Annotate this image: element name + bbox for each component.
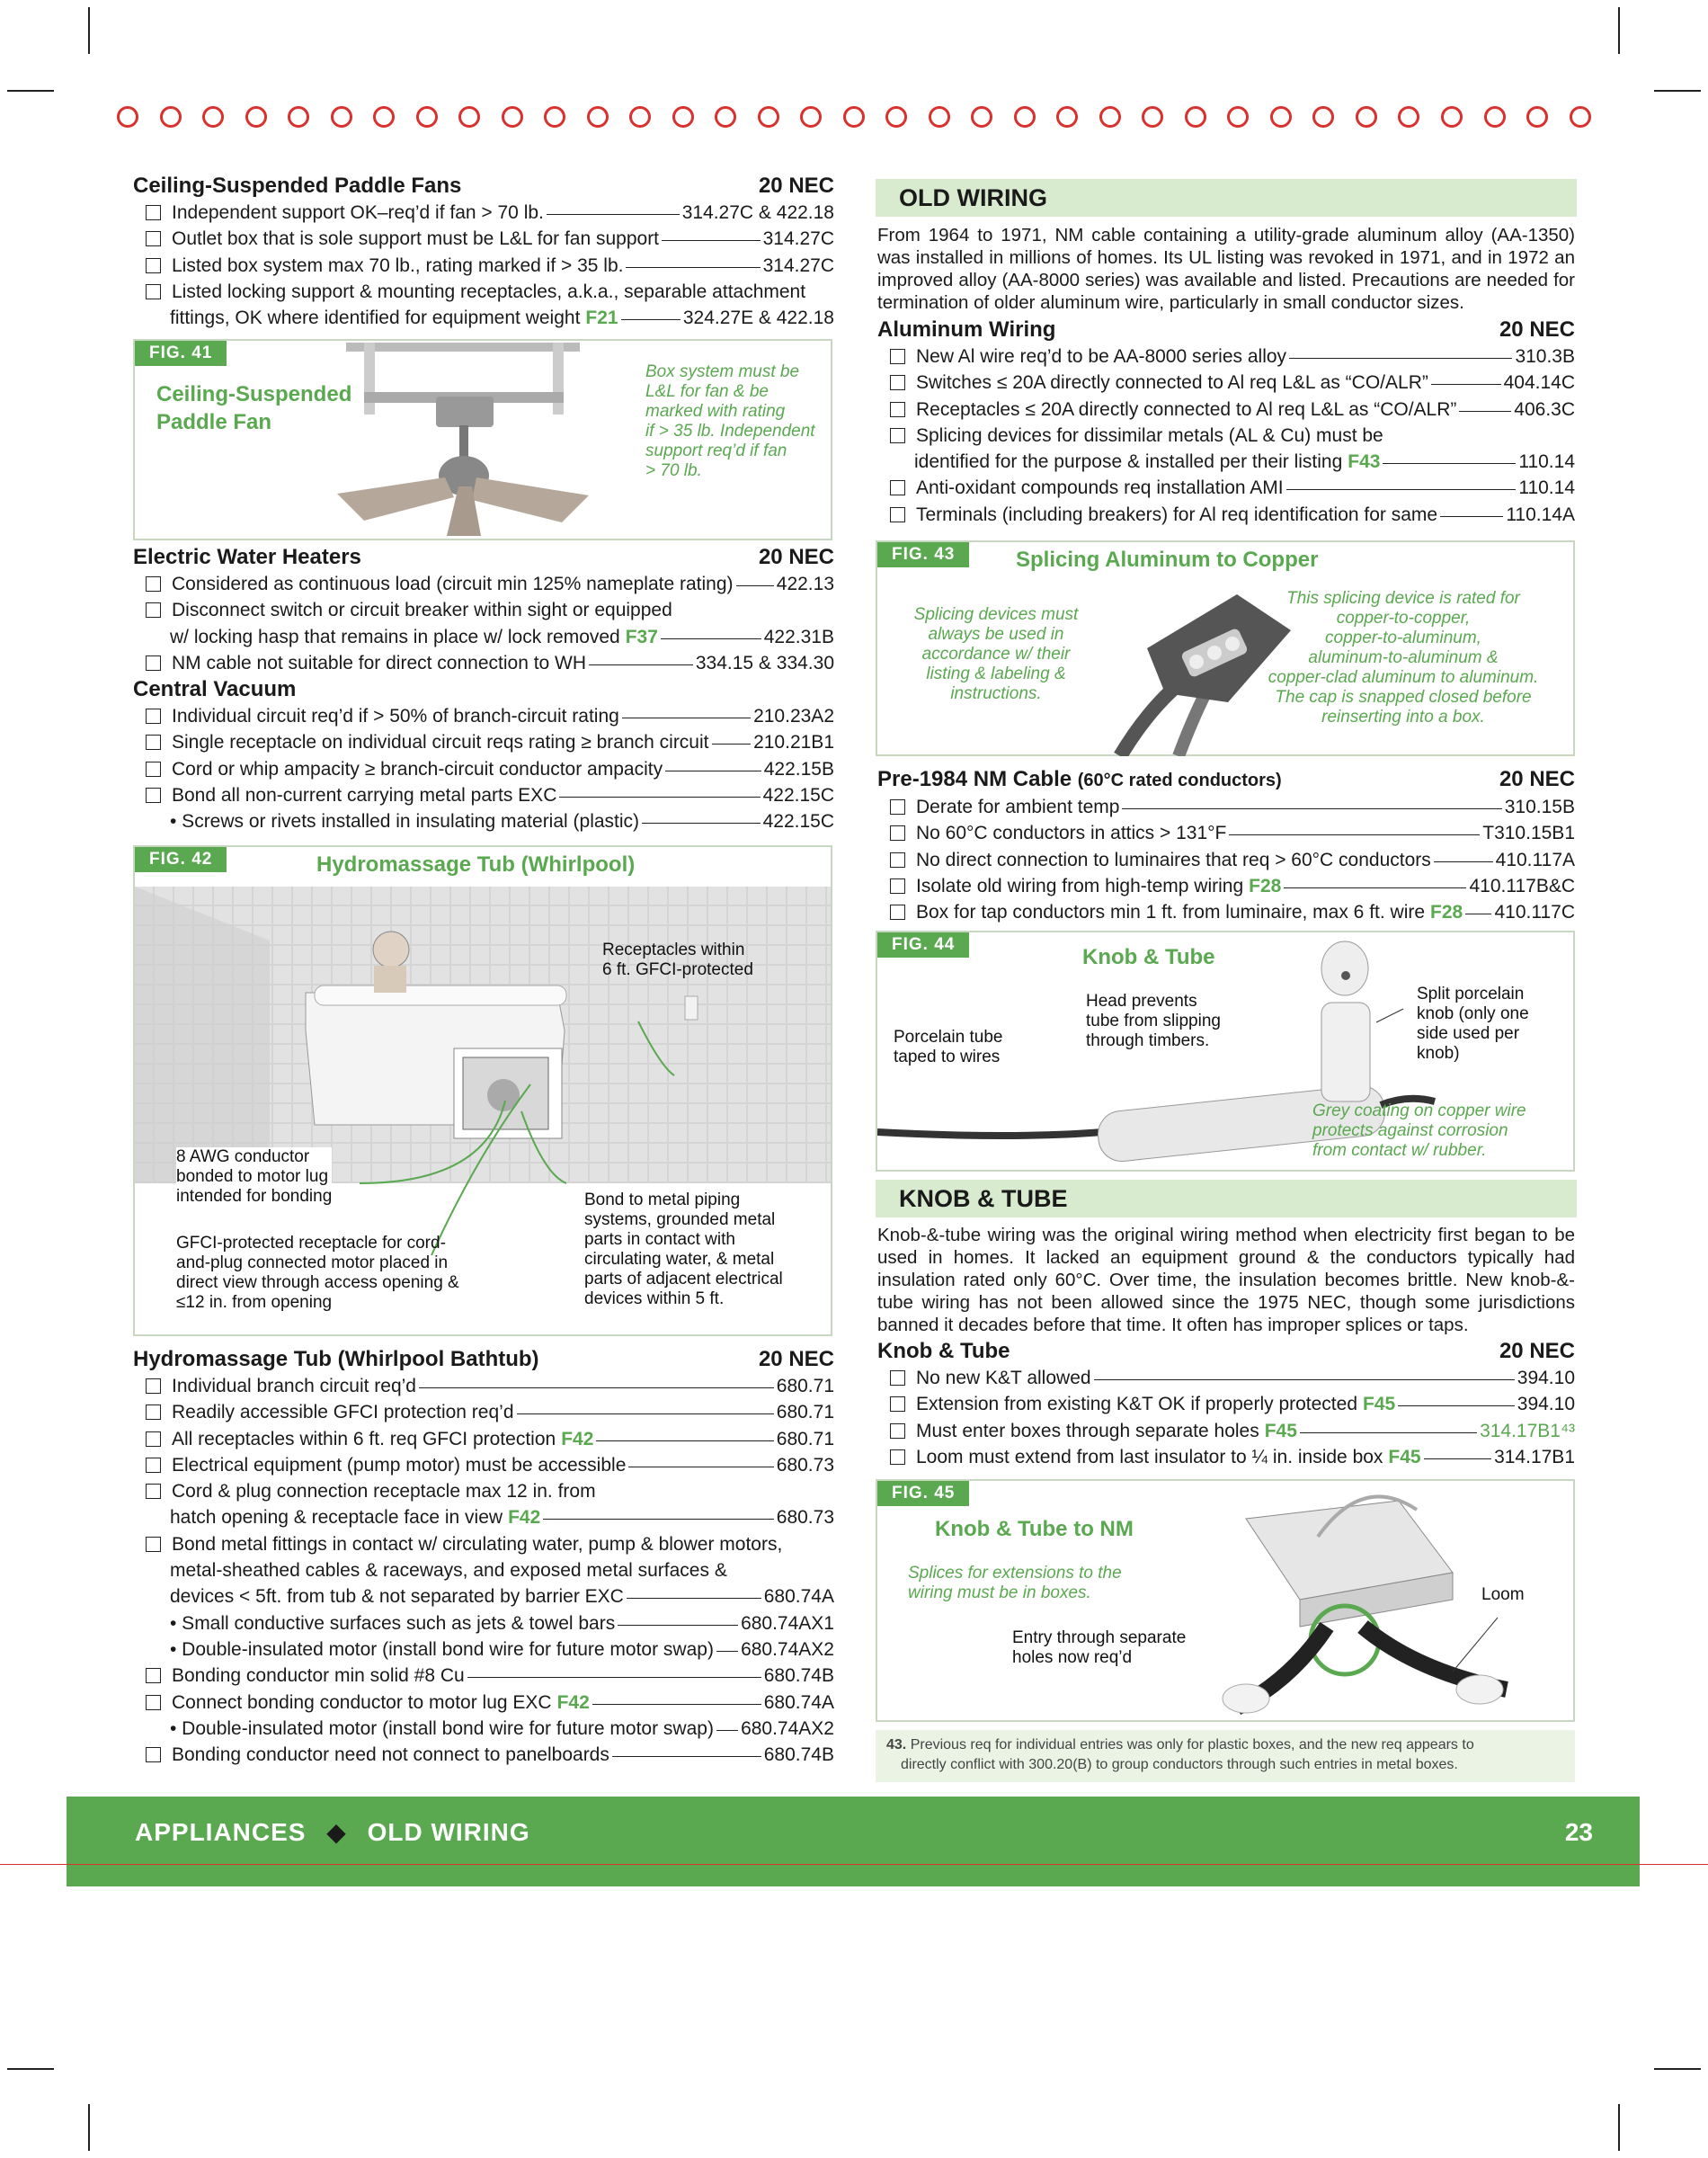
checklist-item: Bonding conductor min solid #8 Cu 680.74B (133, 1663, 834, 1689)
leader-line (547, 214, 680, 215)
binding-ring (416, 106, 438, 128)
callout-entry: Entry through separate holes now req’d (1012, 1628, 1187, 1667)
leader-line (1383, 463, 1516, 464)
code-reference: 680.73 (776, 1454, 834, 1476)
checklist-item: NM cable not suitable for direct connection to WH 334.15 & 334.30 (133, 650, 834, 676)
checklist-item: Loom must extend from last insulator to ¼ in. inside box F45 314.17B1 (877, 1444, 1575, 1470)
crop-mark (88, 2104, 90, 2151)
checkbox[interactable] (146, 258, 161, 273)
checklist-item: Cord & plug connection receptacle max 12 in. from (133, 1478, 834, 1504)
checklist (133, 703, 834, 834)
checklist-item: Anti-oxidant compounds req installation AMI 110.14 (877, 475, 1575, 501)
binding-ring (331, 106, 352, 128)
right-column-mid (877, 766, 1575, 925)
checkbox[interactable] (890, 402, 905, 417)
checklist (133, 1373, 834, 1768)
binding-ring (1484, 106, 1506, 128)
code-reference: 110.14 (1518, 451, 1575, 473)
checkbox[interactable] (146, 762, 161, 777)
callout-split-knob: Split porcelain knob (only one side used per knob) (1417, 985, 1529, 1063)
checklist-item: Terminals (including breakers) for Al req identification for same 110.14A (877, 502, 1575, 528)
crop-mark (1618, 7, 1620, 54)
figure-tab: FIG. 41 (135, 341, 227, 366)
code-reference: 680.74AX2 (741, 1717, 834, 1739)
code-reference: T310.15B1 (1482, 823, 1575, 844)
leader-line (1431, 384, 1501, 385)
callout-receptacles: Receptacles within 6 ft. GFCI-protected (602, 941, 753, 979)
figure-reference[interactable]: F42 (561, 1428, 594, 1449)
checkbox[interactable] (890, 1423, 905, 1439)
checklist-item: Cord or whip ampacity ≥ branch-circuit conductor ampacity 422.15B (133, 756, 834, 782)
section-heading: Aluminum Wiring 20 NEC (877, 317, 1575, 342)
binding-ring (1099, 106, 1121, 128)
checklist-item: Independent support OK–req’d if fan > 70 lb. 314.27C & 422.18 (133, 200, 834, 226)
binding-ring (1185, 106, 1206, 128)
leader-line (596, 1440, 773, 1441)
checkbox[interactable] (890, 480, 905, 495)
leader-line (662, 240, 761, 241)
leader-line (1289, 358, 1512, 359)
leader-line (1229, 834, 1480, 835)
checklist-item: Derate for ambient temp 310.15B (877, 794, 1575, 820)
binding-ring (715, 106, 736, 128)
checkbox[interactable] (890, 852, 905, 868)
leader-line (589, 664, 693, 665)
code-reference: 404.14C (1503, 372, 1575, 394)
section-band-knob-tube: KNOB & TUBE (876, 1180, 1577, 1217)
code-reference: 410.117A (1495, 849, 1575, 870)
checklist (877, 343, 1575, 528)
checkbox[interactable] (146, 1537, 161, 1552)
code-reference: 410.117B&C (1469, 875, 1575, 896)
leader-line (1122, 808, 1501, 809)
binding-ring (629, 106, 651, 128)
knob-tube-paragraph: Knob-&-tube wiring was the original wiring method when electricity first began to be used in homes. It lacked an equipment ground & the conductors typically had insulation rated only 60°C. Over time, the insulation becomes brittle. New knob-&-tube wiring has not been allowed since the 1975 NEC, though some jurisdictions banned it decades before that time. It often has improper splices or taps. (877, 1225, 1575, 1335)
code-reference: 680.74A (763, 1691, 834, 1713)
checkbox[interactable] (146, 231, 161, 246)
left-column-bottom (133, 1346, 834, 1768)
binding-ring (885, 106, 907, 128)
code-reference: 334.15 & 334.30 (695, 652, 834, 673)
figure-note-left: Splicing devices must always be used in accordance w/ their listing & labeling & instructions. (913, 605, 1079, 703)
section-heading: Ceiling-Suspended Paddle Fans 20 NEC (133, 174, 834, 198)
code-reference: 314.17B1 (1494, 1446, 1575, 1467)
binding-ring (288, 106, 309, 128)
code-reference: 680.74B (763, 1665, 834, 1687)
ceiling-fan-illustration (328, 343, 598, 536)
checklist-item: Splicing devices for dissimilar metals (AL & Cu) must be (877, 423, 1575, 449)
binding-ring (1227, 106, 1249, 128)
binding-ring (1014, 106, 1036, 128)
figure-title: Ceiling-Suspended Paddle Fan (156, 382, 352, 434)
checklist (877, 794, 1575, 925)
checkbox[interactable] (146, 709, 161, 724)
figure-41 (133, 339, 832, 540)
checkbox[interactable] (890, 507, 905, 522)
code-reference: 406.3C (1514, 398, 1575, 420)
section-band-old-wiring: OLD WIRING (876, 179, 1577, 217)
checkbox[interactable] (890, 878, 905, 894)
binding-ring (800, 106, 822, 128)
left-column (133, 173, 834, 331)
binding-ring (160, 106, 182, 128)
binding-rings (117, 106, 1591, 138)
checklist-item: fittings, OK where identified for equipment weight F21 324.27E & 422.18 (133, 305, 834, 331)
code-reference: 422.15C (762, 785, 834, 807)
figure-reference[interactable]: F28 (1430, 902, 1463, 923)
binding-ring (1441, 106, 1463, 128)
code-reference: 314.27C (762, 254, 834, 276)
leader-line (712, 744, 752, 745)
checklist-item: Outlet box that is sole support must be L&L for fan support 314.27C (133, 226, 834, 252)
figure-tab: FIG. 43 (877, 542, 969, 567)
leader-line (419, 1387, 774, 1388)
figure-note-right: This splicing device is rated for copper-to-copper, copper-to-aluminum, aluminum-to-aluminum & copper-clad aluminum to aluminum. The cap is snapped closed before reinserting into a box. (1268, 589, 1539, 727)
checklist (133, 571, 834, 676)
binding-ring (971, 106, 992, 128)
code-reference: 314.17B1⁴³ (1480, 1420, 1575, 1441)
binding-ring (117, 106, 138, 128)
leader-line (1434, 861, 1493, 862)
checklist (133, 200, 834, 331)
checklist-item: Considered as continuous load (circuit min 125% nameplate rating) 422.13 (133, 571, 834, 597)
checklist-item: Single receptacle on individual circuit reqs rating ≥ branch circuit 210.21B1 (133, 729, 834, 755)
binding-ring (1398, 106, 1419, 128)
binding-ring (202, 106, 224, 128)
checkbox[interactable] (146, 1484, 161, 1499)
code-reference: 680.74A (763, 1586, 834, 1608)
checkbox[interactable] (890, 428, 905, 443)
binding-ring (1056, 106, 1078, 128)
code-reference: 324.27E & 422.18 (682, 308, 834, 329)
leader-line (467, 1677, 761, 1678)
checklist-item: Individual branch circuit req’d 680.71 (133, 1373, 834, 1399)
binding-ring (373, 106, 395, 128)
checkbox[interactable] (890, 349, 905, 364)
leader-line (626, 267, 760, 268)
crop-mark (1654, 2068, 1701, 2070)
checklist-item: Bonding conductor need not connect to panelboards 680.74B (133, 1742, 834, 1768)
code-reference: 422.13 (776, 574, 834, 594)
checklist-item: Electrical equipment (pump motor) must be accessible 680.73 (133, 1452, 834, 1478)
code-reference: 314.27C & 422.18 (681, 202, 834, 223)
binding-ring (1312, 106, 1334, 128)
code-reference: 410.117C (1494, 902, 1575, 923)
checkbox[interactable] (146, 1458, 161, 1473)
checklist-item: w/ locking hasp that remains in place w/ lock removed F37 422.31B (133, 624, 834, 650)
leader-line (1398, 1405, 1515, 1406)
checklist-item: Individual circuit req’d if > 50% of branch-circuit rating 210.23A2 (133, 703, 834, 729)
binding-ring (458, 106, 480, 128)
checklist-item: Must enter boxes through separate holes F45 314.17B1⁴³ (877, 1418, 1575, 1444)
checkbox[interactable] (890, 1370, 905, 1386)
callout-awg: 8 AWG conductor bonded to motor lug intended for bonding (176, 1147, 333, 1206)
checkbox[interactable] (890, 825, 905, 841)
section-heading: Central Vacuum (133, 677, 297, 702)
checklist-item: Disconnect switch or circuit breaker within sight or equipped (133, 597, 834, 623)
figure-reference[interactable]: F21 (585, 308, 618, 329)
callout-head: Head prevents tube from slipping through timbers. (1086, 992, 1221, 1050)
callout-gfci: GFCI-protected receptacle for cord- and-plug connected motor placed in direct view through access opening & ≤12 in. from opening (176, 1234, 459, 1312)
figure-tab: FIG. 42 (135, 847, 227, 872)
checklist-item: No new K&T allowed 394.10 (877, 1365, 1575, 1391)
left-column-mid (133, 544, 834, 835)
right-column-bottom (877, 1338, 1575, 1470)
binding-ring (1570, 106, 1591, 128)
checklist-item: Extension from existing K&T OK if properly protected F45 394.10 (877, 1391, 1575, 1417)
callout-loom: Loom (1481, 1585, 1525, 1604)
figure-reference[interactable]: F45 (1363, 1394, 1396, 1415)
checkbox[interactable] (146, 284, 161, 299)
checklist-item: Listed locking support & mounting receptacles, a.k.a., separable attachment (133, 279, 834, 305)
checklist-item: • Double-insulated motor (install bond wire for future motor swap) 680.74AX2 (133, 1636, 834, 1663)
leader-line (543, 1519, 774, 1520)
code-reference: 680.74AX2 (741, 1638, 834, 1660)
checkbox[interactable] (890, 905, 905, 920)
leader-line (559, 797, 760, 798)
figure-45 (876, 1479, 1575, 1722)
crop-mark (7, 2068, 54, 2070)
checkbox[interactable] (146, 1668, 161, 1683)
checklist-item: identified for the purpose & installed per their listing F43 110.14 (877, 449, 1575, 475)
leader-line (1284, 887, 1466, 888)
leader-line (1094, 1379, 1515, 1380)
leader-line (716, 1730, 738, 1731)
figure-reference[interactable]: F42 (508, 1507, 541, 1529)
checklist-item: devices < 5ft. from tub & not separated by barrier EXC 680.74A (133, 1583, 834, 1610)
code-reference: 422.15B (763, 758, 834, 780)
figure-note: Splices for extensions to the wiring must be in boxes. (908, 1564, 1122, 1602)
checkbox[interactable] (890, 799, 905, 815)
code-reference: 394.10 (1517, 1368, 1575, 1388)
binding-ring (544, 106, 565, 128)
leader-line (1459, 411, 1511, 412)
binding-ring (1142, 106, 1163, 128)
crop-mark (1618, 2104, 1620, 2151)
checkbox[interactable] (146, 735, 161, 750)
figure-reference[interactable]: F45 (1388, 1446, 1421, 1467)
checklist-item: • Screws or rivets installed in insulating material (plastic) 422.15C (133, 808, 834, 834)
section-heading: Hydromassage Tub (Whirlpool Bathtub) 20 NEC (133, 1347, 834, 1371)
checklist-item: Switches ≤ 20A directly connected to Al req L&L as “CO/ALR” 404.14C (877, 370, 1575, 396)
leader-line (612, 1756, 761, 1757)
checkbox[interactable] (146, 602, 161, 618)
code-reference: 680.74B (763, 1744, 834, 1766)
checkbox[interactable] (146, 205, 161, 220)
leader-line (1286, 489, 1517, 490)
checklist-item: No direct connection to luminaires that req > 60°C conductors 410.117A (877, 847, 1575, 873)
figure-note: Box system must be L&L for fan & be marked with rating if > 35 lb. Independent support req’d if fan > 70 lb. (645, 362, 815, 480)
page-number: 23 (1564, 1818, 1593, 1846)
checklist-item: Bond all non-current carrying metal parts EXC 422.15C (133, 782, 834, 808)
checklist-item: • Small conductive surfaces such as jets & towel bars 680.74AX1 (133, 1610, 834, 1636)
code-reference: 210.23A2 (753, 706, 834, 727)
figure-tab: FIG. 45 (877, 1481, 969, 1506)
figure-42 (133, 845, 832, 1336)
binding-ring (502, 106, 523, 128)
figure-tab: FIG. 44 (877, 932, 969, 958)
checklist-item: Box for tap conductors min 1 ft. from luminaire, max 6 ft. wire F28 410.117C (877, 899, 1575, 925)
checklist-item: Connect bonding conductor to motor lug EXC F42 680.74A (133, 1690, 834, 1716)
leader-line (1440, 516, 1503, 517)
leader-line (627, 1598, 761, 1599)
leader-line (736, 585, 774, 586)
figure-reference[interactable]: F28 (1249, 875, 1282, 896)
figure-reference[interactable]: F37 (625, 626, 658, 647)
checklist-item: Listed box system max 70 lb., rating marked if > 35 lb. 314.27C (133, 253, 834, 279)
checkbox[interactable] (890, 1396, 905, 1412)
leader-line (517, 1413, 774, 1414)
code-reference: 680.71 (776, 1402, 834, 1423)
checklist-item: All receptacles within 6 ft. req GFCI protection F42 680.71 (133, 1426, 834, 1452)
code-reference: 110.14 (1518, 477, 1575, 499)
crop-mark (1654, 90, 1701, 92)
figure-title: Hydromassage Tub (Whirlpool) (316, 852, 636, 877)
checklist-item: Bond metal fittings in contact w/ circulating water, pump & blower motors, (133, 1531, 834, 1557)
leader-line (716, 1651, 738, 1652)
checklist-item: Receptacles ≤ 20A directly connected to Al req L&L as “CO/ALR” 406.3C (877, 397, 1575, 423)
binding-ring (1526, 106, 1548, 128)
checkbox[interactable] (146, 1378, 161, 1394)
checkbox[interactable] (146, 1695, 161, 1710)
figure-title: Knob & Tube to NM (935, 1517, 1134, 1541)
binding-ring (843, 106, 865, 128)
code-reference: 422.15C (762, 811, 834, 833)
binding-ring (929, 106, 950, 128)
code-reference: 310.15B (1504, 797, 1575, 817)
binding-ring (758, 106, 779, 128)
right-column-top (877, 317, 1575, 528)
binding-ring (672, 106, 694, 128)
checkbox[interactable] (146, 1431, 161, 1447)
figure-title: Splicing Aluminum to Copper (1016, 548, 1319, 572)
checkbox[interactable] (890, 375, 905, 390)
leader-line (1424, 1458, 1491, 1459)
checklist-item: hatch opening & receptacle face in view F42 680.73 (133, 1504, 834, 1530)
crop-mark (7, 90, 54, 92)
code-reference: 680.73 (776, 1507, 834, 1529)
figure-reference[interactable]: F42 (556, 1691, 590, 1713)
checkbox[interactable] (890, 1449, 905, 1465)
code-reference: 314.27C (762, 228, 834, 250)
checklist-item: • Double-insulated motor (install bond wire for future motor swap) 680.74AX2 (133, 1716, 834, 1742)
page-footer: APPLIANCES ◆ OLD WIRING 23 (67, 1797, 1640, 1886)
crop-mark (88, 7, 90, 54)
binding-ring (587, 106, 609, 128)
code-reference: 680.71 (776, 1376, 834, 1396)
figure-note: Grey coating on copper wire protects against corrosion from contact w/ rubber. (1312, 1101, 1526, 1160)
figure-title: Knob & Tube (1082, 945, 1215, 969)
code-reference: 680.74AX1 (741, 1612, 834, 1634)
section-heading: Electric Water Heaters 20 NEC (133, 545, 834, 569)
code-reference: 394.10 (1517, 1394, 1575, 1415)
code-reference: 110.14A (1506, 504, 1575, 525)
leader-line (618, 1625, 738, 1626)
callout-bond: Bond to metal piping systems, grounded metal parts in contact with circulating water, & metal parts of adjacent electrical devices within 5 ft. (584, 1190, 783, 1308)
binding-ring (1356, 106, 1377, 128)
checklist-item: Readily accessible GFCI protection req’d 680.71 (133, 1399, 834, 1425)
figure-reference[interactable]: F45 (1264, 1420, 1297, 1441)
leader-line (661, 638, 761, 639)
leader-line (642, 823, 761, 824)
figure-44 (876, 931, 1575, 1172)
section-heading: Pre-1984 NM Cable (60°C rated conductors) 20 NEC (877, 767, 1575, 791)
checklist-item: metal-sheathed cables & raceways, and exposed metal surfaces & (170, 1560, 727, 1582)
checkbox[interactable] (146, 1747, 161, 1762)
code-reference: 680.71 (776, 1428, 834, 1449)
leader-line (592, 1704, 761, 1705)
checkbox[interactable] (146, 1404, 161, 1420)
code-reference: 422.31B (763, 626, 834, 647)
footnote: 43. Previous req for individual entries was only for plastic boxes, and the new req appears to directly conflict with 300.20(B) to group conductors through such entries in metal boxes. (876, 1730, 1575, 1782)
checklist (877, 1365, 1575, 1470)
trim-line (0, 1864, 1708, 1865)
code-reference: 210.21B1 (753, 732, 834, 754)
section-heading: Knob & Tube 20 NEC (877, 1339, 1575, 1363)
leader-line (1300, 1432, 1477, 1433)
binding-ring (1270, 106, 1292, 128)
checkbox[interactable] (146, 655, 161, 671)
callout-porcelain-tube: Porcelain tube taped to wires (894, 1028, 1003, 1066)
leader-line (621, 319, 681, 320)
old-wiring-paragraph: From 1964 to 1971, NM cable containing a utility-grade aluminum alloy (AA-1350) was installed in millions of homes. Its UL listing was revoked in 1971, and in 1972 an improved alloy (AA-8000 series) was available and listed. Precautions are needed for termination of older aluminum wire, particularly in small conductor sizes. (877, 225, 1575, 313)
figure-reference[interactable]: F43 (1348, 451, 1381, 473)
figure-43 (876, 540, 1575, 756)
checkbox[interactable] (146, 576, 161, 592)
checkbox[interactable] (146, 788, 161, 803)
binding-ring (245, 106, 267, 128)
checklist-item: No 60°C conductors in attics > 131°F T310.15B1 (877, 820, 1575, 846)
checklist-item: New Al wire req’d to be AA-8000 series alloy 310.3B (877, 343, 1575, 370)
checklist-item: Isolate old wiring from high-temp wiring F28 410.117B&C (877, 873, 1575, 899)
code-reference: 310.3B (1515, 346, 1575, 367)
